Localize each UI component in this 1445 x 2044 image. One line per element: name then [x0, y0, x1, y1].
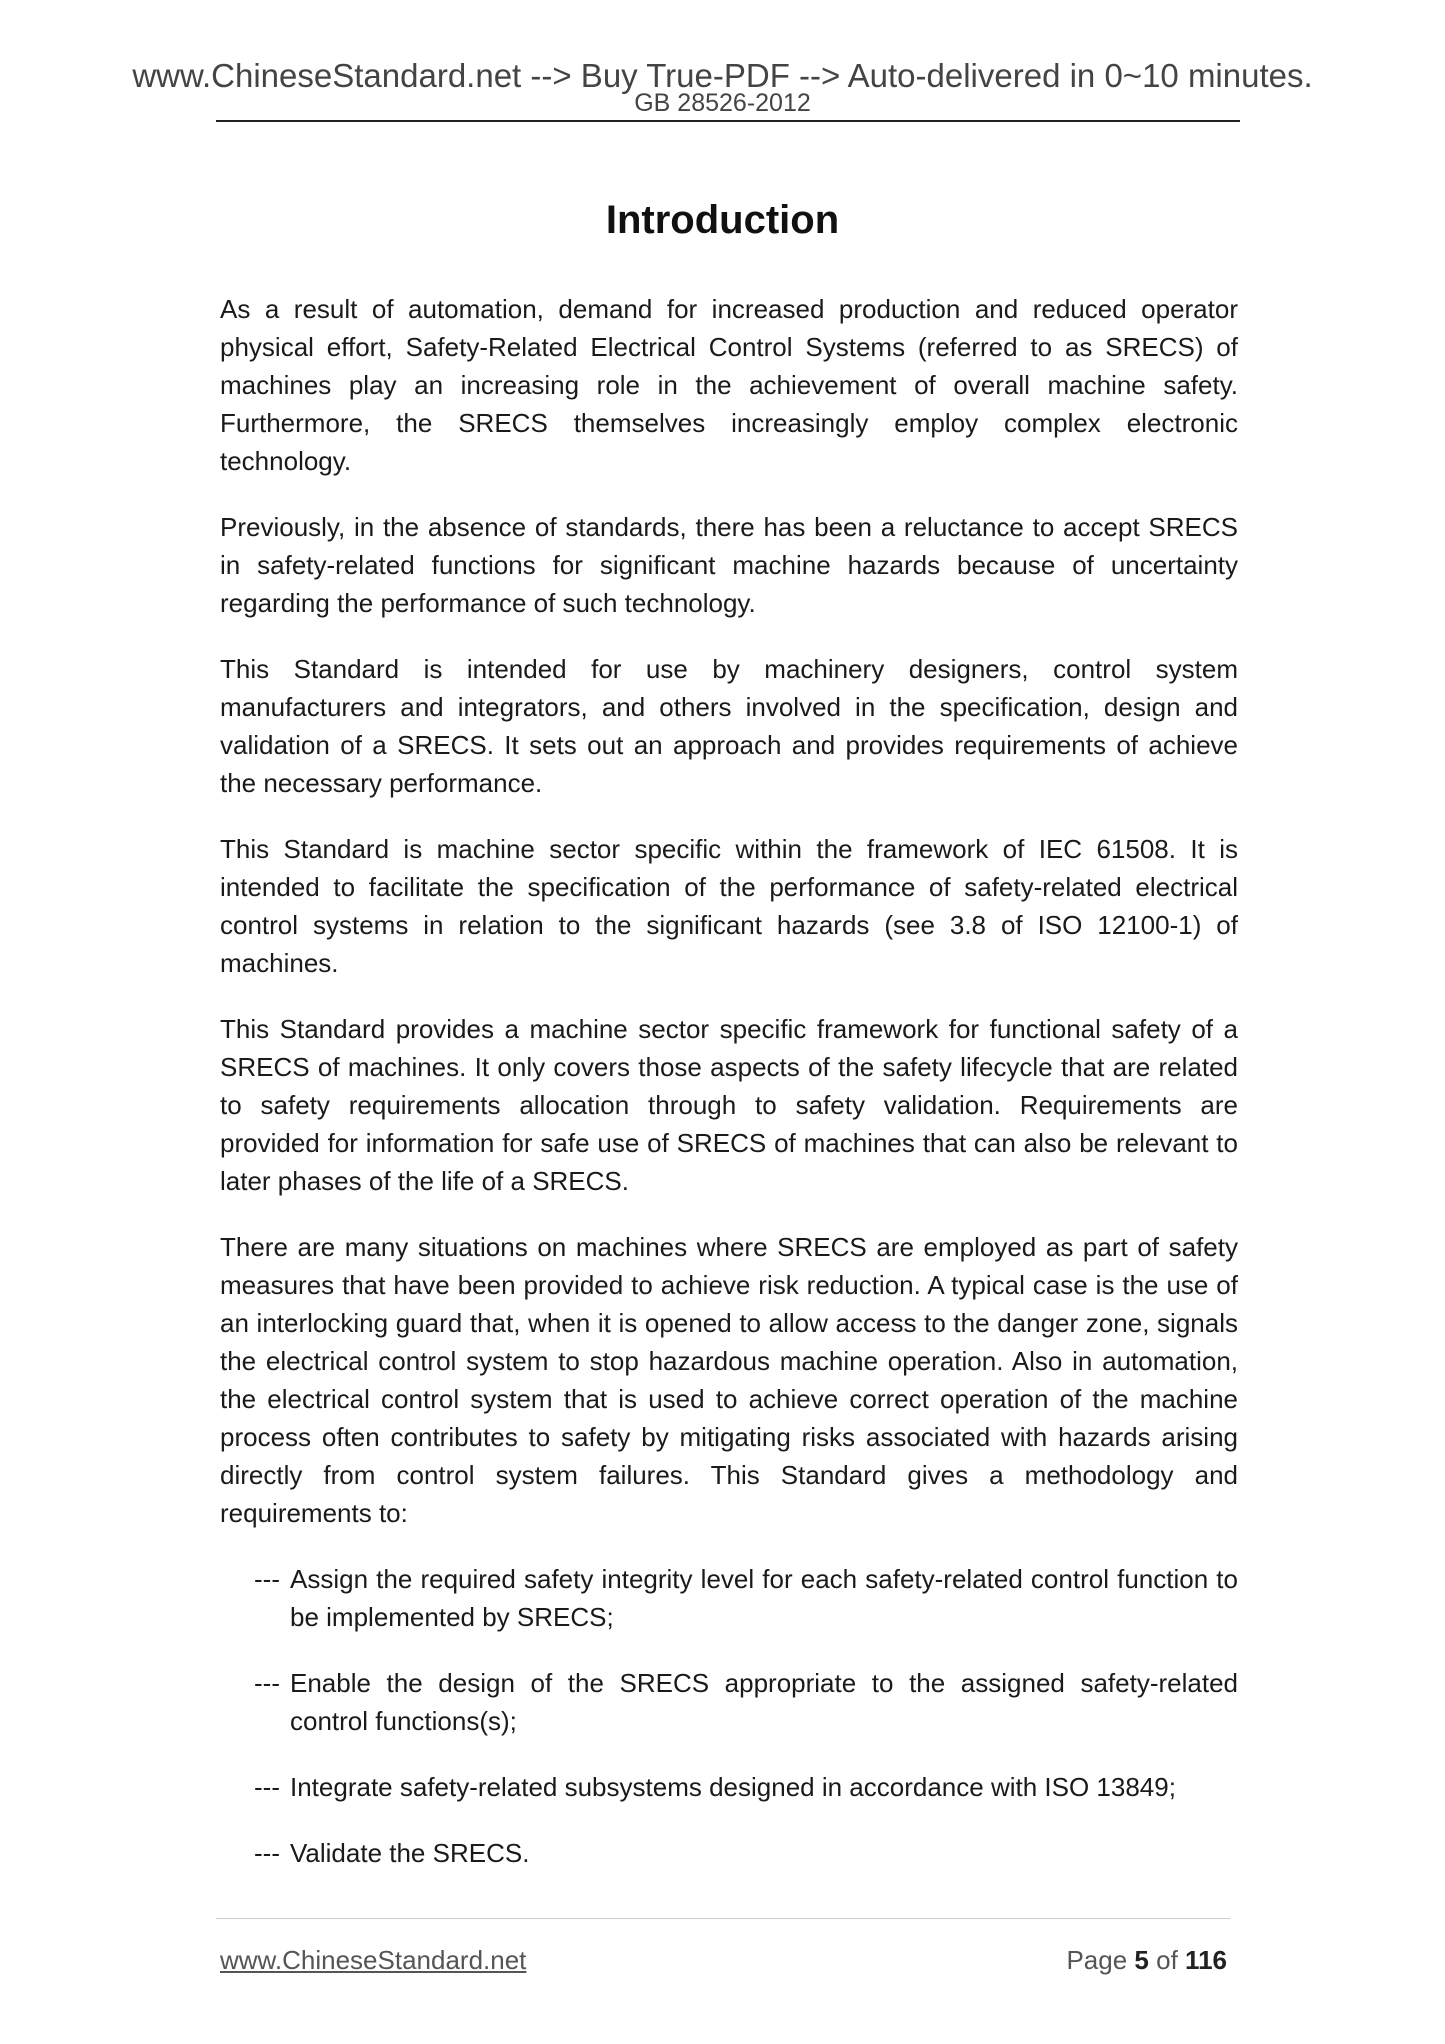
list-item — [254, 1664, 1238, 1740]
document-id: GB 28526-2012 — [634, 89, 811, 117]
page-of-label: of — [1156, 1945, 1178, 1975]
paragraph-1: As a result of automation, demand for increased production and reduced operator physical effort, Safety-Related Electrical Control Systems (referred to as SRECS) of machines play an increasing role in the achievement of overall machine safety. Furthermore, the SRECS themselves increasingly employ complex electronic technology. — [220, 294, 1238, 476]
top-banner: www.ChineseStandard.net --> Buy True-PDF --> Auto-delivered in 0~10 minutes. — [132, 57, 1313, 94]
list-dash: --- — [254, 1838, 280, 1868]
list-dash: --- — [254, 1668, 280, 1698]
paragraph-5: This Standard provides a machine sector specific framework for functional safety of a SRECS of machines. It only covers those aspects of the safety lifecycle that are related to safety requirements allocation through to safety validation. Requirements are provided for information for safe use of SRECS of machines that can also be relevant to later phases of the life of a SRECS. — [220, 1014, 1238, 1196]
current-page-number: 5 — [1134, 1945, 1149, 1975]
page-title: Introduction — [605, 198, 840, 242]
paragraph-2: Previously, in the absence of standards, there has been a reluctance to accept SRECS in safety-related functions for significant machine hazards because of uncertainty regarding the performance of such technology. — [220, 512, 1238, 618]
list-dash: --- — [254, 1564, 280, 1594]
page-indicator — [1066, 1944, 1227, 1976]
header-divider — [216, 120, 1240, 122]
list-item-text: Enable the design of the SRECS appropriate to the assigned safety-related control functions(s); — [290, 1668, 1238, 1736]
requirements-list — [220, 1560, 1238, 1872]
footer-divider — [216, 1918, 1230, 1919]
paragraph-6: There are many situations on machines where SRECS are employed as part of safety measures that have been provided to achieve risk reduction. A typical case is the use of an interlocking guard that, when it is opened to allow access to the danger zone, signals the electrical control system to stop hazardous machine operation. Also in automation, the electrical control system that is used to achieve correct operation of the machine process often contributes to safety by mitigating risks associated with hazards arising directly from control system failures. This Standard gives a methodology and requirements to: — [220, 1232, 1238, 1528]
list-dash: --- — [254, 1772, 280, 1802]
list-item-text: Assign the required safety integrity level for each safety-related control function to be implemented by SRECS; — [290, 1564, 1238, 1632]
total-pages-number: 116 — [1185, 1945, 1227, 1975]
list-item — [254, 1834, 1238, 1872]
paragraph-4: This Standard is machine sector specific within the framework of IEC 61508. It is intended to facilitate the specification of the performance of safety-related electrical control systems in relation to the significant hazards (see 3.8 of ISO 12100-1) of machines. — [220, 834, 1238, 978]
list-item — [254, 1768, 1238, 1806]
page-label: Page — [1066, 1945, 1128, 1975]
list-item-text: Validate the SRECS. — [290, 1838, 530, 1868]
footer-website-link[interactable]: www.ChineseStandard.net — [220, 1945, 527, 1975]
list-item — [254, 1560, 1238, 1636]
list-item-text: Integrate safety-related subsystems designed in accordance with ISO 13849; — [290, 1772, 1176, 1802]
body-content — [220, 290, 1238, 1900]
paragraph-3: This Standard is intended for use by machinery designers, control system manufacturers and integrators, and others involved in the specification, design and validation of a SRECS. It sets out an approach and provides requirements of achieve the necessary performance. — [220, 654, 1238, 798]
